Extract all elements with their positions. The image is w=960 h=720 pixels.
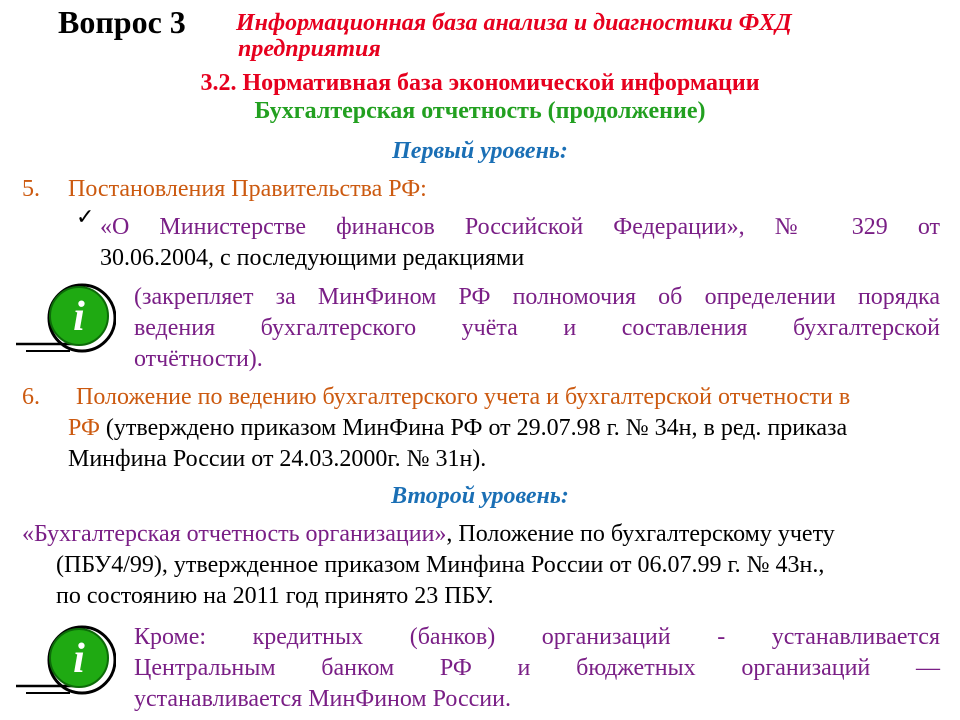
checkmark-icon: ✓ <box>76 204 95 229</box>
note1-line-1: (закрепляет за МинФином РФ полномочия об определении порядка <box>134 284 940 310</box>
bullet-line-2: 30.06.2004, с последующими редакциями <box>100 245 525 271</box>
subsection-heading: Бухгалтерская отчетность (продолжение) <box>254 98 706 124</box>
section-heading: 3.2. Нормативная база экономической информации <box>200 70 760 96</box>
question-title: Вопрос 3 <box>58 4 186 40</box>
note1-line-3: отчётности). <box>134 346 263 372</box>
level1-heading: Первый уровень: <box>392 138 568 164</box>
svg-text:i: i <box>73 294 85 340</box>
info-icon <box>12 282 116 367</box>
slide-subtitle <box>236 10 886 62</box>
subtitle-line-1: Информационная база анализа и диагностики ФХД <box>236 10 792 36</box>
subtitle-line-2: предприятия <box>238 36 381 62</box>
bullet-line-1: «О Министерстве финансов Российской Федерации», № 329 от <box>100 214 940 240</box>
svg-text:i: i <box>73 636 85 682</box>
item6-number: 6. <box>22 384 40 410</box>
note1-line-2: ведения бухгалтерского учёта и составления бухгалтерской <box>134 315 940 341</box>
note2-line-2: Центральным банком РФ и бюджетных организаций — <box>134 655 940 681</box>
item6-line-2: РФ (утверждено приказом МинФина РФ от 29.07.98 г. № 34н, в ред. приказа <box>68 415 848 441</box>
level2-para-line-2: (ПБУ4/99), утвержденное приказом Минфина России от 06.07.99 г. № 43н., <box>56 552 825 578</box>
level2-heading: Второй уровень: <box>391 483 569 509</box>
note2-line-1: Кроме: кредитных (банков) организаций - устанавливается <box>134 624 940 650</box>
item6-line-3: Минфина России от 24.03.2000г. № 31н). <box>68 446 487 472</box>
item5-text: Постановления Правительства РФ: <box>68 176 427 202</box>
level2-para-line-1: «Бухгалтерская отчетность организации», Положение по бухгалтерскому учету <box>22 521 835 547</box>
level2-para-line-3: по состоянию на 2011 год принято 23 ПБУ. <box>56 583 494 609</box>
item6-line-1: Положение по ведению бухгалтерского учета и бухгалтерской отчетности в <box>76 384 851 410</box>
info-icon <box>12 624 116 709</box>
item5-number: 5. <box>22 176 40 202</box>
note2-line-3: устанавливается МинФином России. <box>134 686 511 712</box>
